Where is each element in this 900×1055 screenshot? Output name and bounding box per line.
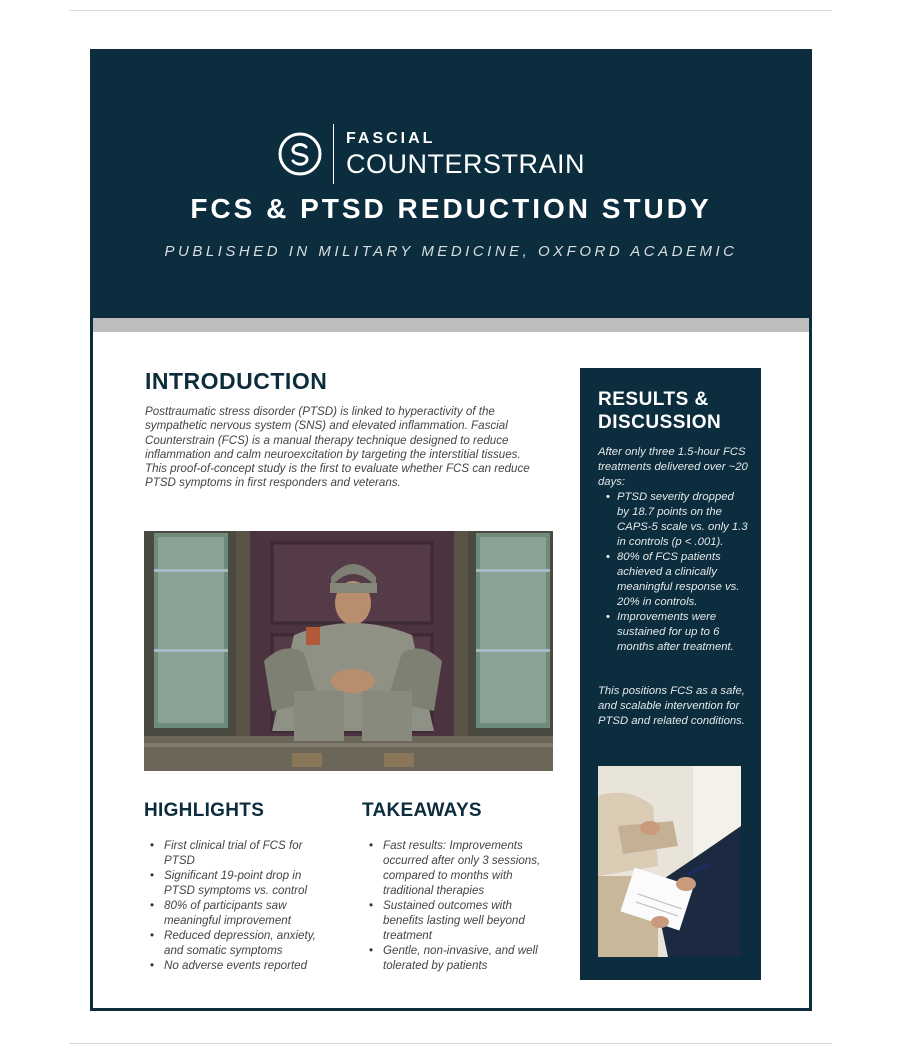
- results-outro: This positions FCS as a safe, and scalable intervention for PTSD and related conditions.: [598, 685, 745, 727]
- page-title: FCS & PTSD REDUCTION STUDY: [190, 193, 712, 224]
- list-item: • 80% of participants saw meaningful improvement: [144, 898, 334, 928]
- top-divider: [69, 10, 832, 11]
- list-item: • Improvements were sustained for up to 6 months after treatment.: [598, 610, 748, 655]
- list-item: • Gentle, non-invasive, and well tolerated by patients: [363, 943, 553, 973]
- highlights-list: [144, 838, 334, 973]
- list-item: • First clinical trial of FCS for PTSD: [144, 838, 334, 868]
- takeaways-heading: TAKEAWAYS: [362, 800, 482, 821]
- highlights-heading: HIGHLIGHTS: [144, 800, 265, 821]
- results-list: [598, 490, 748, 655]
- brand-logo: [277, 123, 585, 185]
- soldier-photo: [144, 531, 553, 771]
- results-heading: [598, 388, 758, 434]
- logo-word-counterstrain: COUNTERSTRAIN: [346, 148, 586, 179]
- list-item: • Fast results: Improvements occurred after only 3 sessions, compared to months with traditional therapies: [363, 838, 553, 898]
- list-item: • Sustained outcomes with benefits lasting well beyond treatment: [363, 898, 553, 943]
- takeaways-list: [363, 838, 553, 973]
- list-item: • PTSD severity dropped by 18.7 points on the CAPS-5 scale vs. only 1.3 in controls (p < .001).: [598, 490, 748, 550]
- fcs-logo-icon: [277, 131, 323, 177]
- list-item: • 80% of FCS patients achieved a clinically meaningful response vs. 20% in controls.: [598, 550, 748, 610]
- flyer-page: [90, 49, 812, 1011]
- list-item: • Reduced depression, anxiety, and somatic symptoms: [144, 928, 334, 958]
- results-heading-line2: DISCUSSION: [598, 412, 722, 433]
- logo-word-fascial: FASCIAL: [346, 129, 436, 147]
- results-panel: [580, 368, 761, 980]
- page-subtitle: PUBLISHED IN MILITARY MEDICINE, OXFORD ACADEMIC: [164, 243, 738, 260]
- results-heading-line1: RESULTS &: [598, 389, 709, 410]
- header-band: [93, 52, 809, 318]
- introduction-heading: INTRODUCTION: [145, 368, 328, 394]
- logo-divider: [333, 124, 334, 184]
- bottom-divider: [69, 1043, 832, 1044]
- grey-accent-band: [93, 318, 809, 332]
- list-item: • No adverse events reported: [144, 958, 334, 973]
- results-intro: After only three 1.5-hour FCS treatments delivered over ~20 days:: [598, 446, 748, 488]
- list-item: • Significant 19-point drop in PTSD symptoms vs. control: [144, 868, 334, 898]
- introduction-body: Posttraumatic stress disorder (PTSD) is linked to hyperactivity of the sympathetic nervous system (SNS) and elevated inflammation. Fascial Counterstrain (FCS) is a manual therapy technique designed to reduce inflammation and calm neuroexcitation by targeting the interstitial tissues. This proof-of-concept study is the first to evaluate whether FCS can reduce PTSD symptoms in first responders and veterans.: [145, 405, 530, 490]
- logo-wordmark: [346, 131, 585, 178]
- therapy-session-photo: [598, 766, 741, 957]
